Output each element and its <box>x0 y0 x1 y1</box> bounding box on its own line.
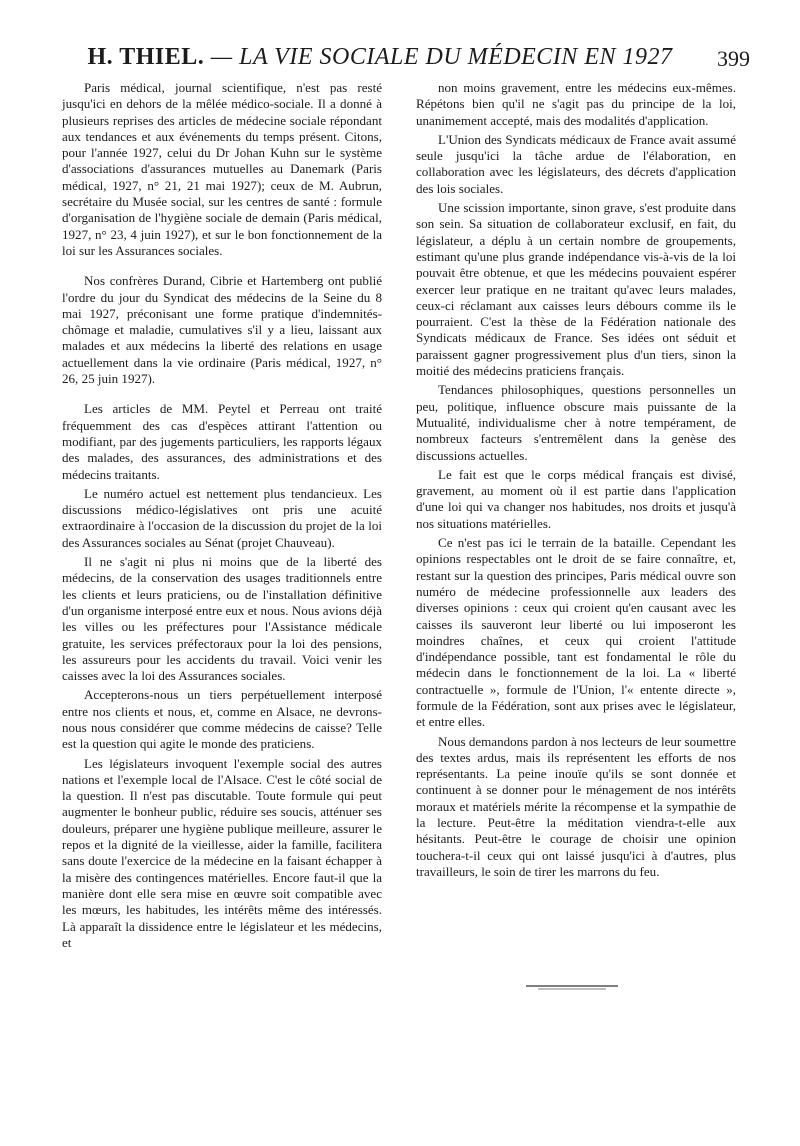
paragraph: Tendances philosophiques, questions personnelles un peu, politique, influence obscure mais puissante de la Mutualité, individualisme cher à notre tempérament, de nombreux facteurs s'entremêlent dans la genèse des discussions actuelles. <box>416 382 736 463</box>
paragraph: Les législateurs invoquent l'exemple social des autres nations et l'exemple local de l'Alsace. C'est le côté social de la question. Il n'est pas discutable. Toute formule qui peut augmenter le bonheur public, réduire ses soucis, atténuer ses douleurs, préparer une hygiène publique meilleure, assurer le repos et la dignité de la vieillesse, aider la famille, facilitera sans doute l'exercice de la médecine en la faisant échapper à la misère des contingences matérielles. Encore faut-il que la manière dont elle sera mise en œuvre soit compatible avec les mœurs, les habitudes, les intérêts même des intéressés. Là apparaît la dissidence entre le législateur et les médecins, et <box>62 755 382 950</box>
header-separator: — <box>210 44 233 70</box>
paragraph: Nous demandons pardon à nos lecteurs de leur soumettre des textes ardus, mais ils représentent les efforts de nos représentants. La peine inouïe qu'ils se sont donnée et continuent à se donner pour le ménagement de nos intérêts moraux et matériels mérite la récompense et la sympathie de la lecture. Peut-être la méditation viendra-t-elle aux hésitants. Peut-être le courage de choisir une opinion touchera-t-il ceux qui ont laissé jusqu'ici à d'autres, plus travailleurs, le soin de tirer les marrons du feu. <box>416 733 736 879</box>
left-column <box>62 80 382 954</box>
paragraph: Le fait est que le corps médical français est divisé, gravement, au moment où il est partie dans l'application d'une loi qui va changer nos habitudes, nos droits et jusqu'à nos situations matérielles. <box>416 466 736 531</box>
paragraph: non moins gravement, entre les médecins eux-mêmes. Répétons bien qu'il ne s'agit pas du principe de la loi, unanimement accepté, mais des modalités d'application. <box>416 80 736 128</box>
paragraph: Une scission importante, sinon grave, s'est produite dans son sein. Sa situation de collaborateur exclusif, en fait, du législateur, a déplu à un certain nombre de groupements, estimant qu'une plus grande indépendance vis-à-vis de la loi pouvait être obtenue, et que les médecins pouvaient espérer exercer leur pratique en ne traitant qu'avec leurs malades, ceux-ci réclamant aux caisses leurs débours comme ils le pourraient. C'est la thèse de la Fédération nationale des Syndicats médicaux de France. Ses idées ont séduit et paraissent gagner progressivement plus d'un tiers, sinon la moitié des médecins praticiens français. <box>416 200 736 379</box>
paragraph: Il ne s'agit ni plus ni moins que de la liberté des médecins, de la conservation des usages traditionnels entre les clients et leurs praticiens, ou de l'installation définitive d'un organisme interposé entre eux et nous. Nous avions déjà les villes ou les préfectures pour l'Assistance médicale gratuite, les services préfectoraux pour la loi des pensions, les assureurs pour les accidents du travail. Voici venir les caisses avec la loi des Assurances sociales. <box>62 554 382 684</box>
end-ornament <box>524 983 620 991</box>
paragraph: Les articles de MM. Peytel et Perreau ont traité fréquemment des cas d'espèces attirant l'attention ou modifiant, par des jugements particuliers, les rapports légaux des malades, des assurances, des administrations et des médecins traitants. <box>62 401 382 482</box>
page-header <box>60 38 750 80</box>
running-title <box>60 44 700 71</box>
header-title: LA VIE SOCIALE DU MÉDECIN EN 1927 <box>239 44 673 70</box>
header-author: H. THIEL. <box>87 44 205 70</box>
paragraph: Le numéro actuel est nettement plus tendancieux. Les discussions médico-législatives ont pris une acuité extraordinaire à l'occasion de la discussion du projet de la loi des Assurances sociales au Sénat (projet Chauveau). <box>62 485 382 550</box>
paragraph: Paris médical, journal scientifique, n'est pas resté jusqu'ici en dehors de la mêlée médico-sociale. Il a donné à plusieurs reprises des articles de médecine sociale répondant aux tendances et aux événements du temps présent. Citons, pour l'année 1927, celui du Dr Johan Kuhn sur le système d'associations d'assurances mutuelles au Danemark (Paris médical, 1927, n° 21, 21 mai 1927); ceux de M. Aubrun, secrétaire du Musée social, sur les centres de santé : formule d'organisation de l'hygiène sociale de demain (Paris médical, 1927, n° 23, 4 juin 1927), et sur le bon fonctionnement de la loi sur les Assurances sociales. <box>62 80 382 258</box>
paragraph: L'Union des Syndicats médicaux de France avait assumé seule jusqu'ici la tâche ardue de l'élaboration, en collaboration avec les législateurs, des décrets d'application des lois sociales. <box>416 131 736 196</box>
paragraph: Nos confrères Durand, Cibrie et Hartemberg ont publié l'ordre du jour du Syndicat des médecins de la Seine du 8 mai 1927, préconisant une forme pratique d'indemnités-chômage et maladie, cumulatives s'il y a lieu, laissant aux malades et aux médecins la liberté des relations en usage actuellement dans la vie ordinaire (Paris médical, 1927, n° 26, 25 juin 1927). <box>62 273 382 387</box>
right-column <box>416 80 736 883</box>
paragraph: Accepterons-nous un tiers perpétuellement interposé entre nos clients et nous, et, comme en Alsace, ne devrons-nous nous considérer que comme médecins de caisse? Telle est la question qui agite le monde des praticiens. <box>62 687 382 752</box>
page-number: 399 <box>717 46 750 71</box>
paragraph: Ce n'est pas ici le terrain de la bataille. Cependant les opinions respectables ont le droit de se faire connaître, et, restant sur la question des principes, Paris médical ouvre son numéro de médecine professionnelle aux leaders des diverses opinions : ceux qui croient qu'en causant avec les caisses ils sauveront leur liberté ou lui imposeront les moindres chaînes, et ceux qui croient l'attitude d'indépendance possible, tant est fondamental le rôle du médecin dans le fonctionnement de la loi. La « liberté contractuelle », formule de l'Union, l'« entente directe », formule de la Fédération, sont aux prises avec le législateur, et entre elles. <box>416 535 736 730</box>
